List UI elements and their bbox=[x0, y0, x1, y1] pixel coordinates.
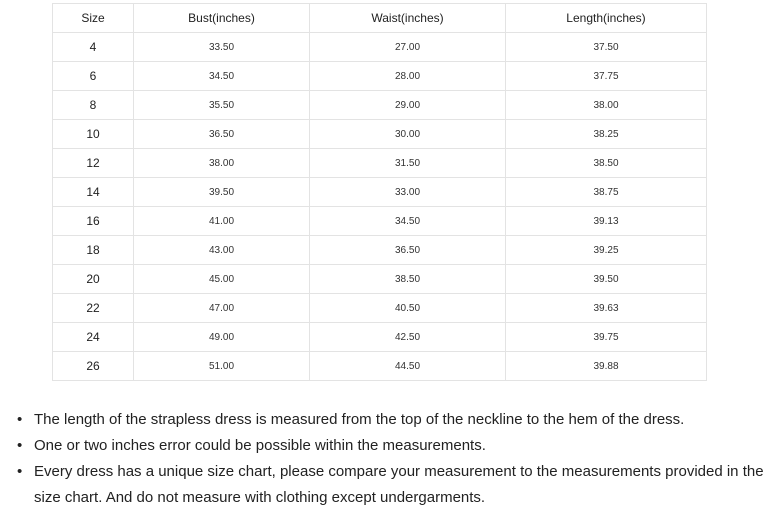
bust-cell: 38.00 bbox=[134, 149, 310, 178]
header-length: Length(inches) bbox=[506, 4, 707, 33]
waist-cell: 31.50 bbox=[310, 149, 506, 178]
bullet-icon: • bbox=[17, 463, 23, 480]
waist-cell: 28.00 bbox=[310, 62, 506, 91]
bust-cell: 43.00 bbox=[134, 236, 310, 265]
size-cell: 6 bbox=[53, 62, 134, 91]
length-cell: 39.88 bbox=[506, 352, 707, 381]
size-cell: 16 bbox=[53, 207, 134, 236]
table-row bbox=[53, 91, 707, 120]
waist-cell: 34.50 bbox=[310, 207, 506, 236]
list-item bbox=[14, 407, 774, 433]
header-bust: Bust(inches) bbox=[134, 4, 310, 33]
bust-cell: 35.50 bbox=[134, 91, 310, 120]
header-waist: Waist(inches) bbox=[310, 4, 506, 33]
length-cell: 38.00 bbox=[506, 91, 707, 120]
waist-cell: 27.00 bbox=[310, 33, 506, 62]
size-cell: 12 bbox=[53, 149, 134, 178]
length-cell: 38.75 bbox=[506, 178, 707, 207]
size-cell: 22 bbox=[53, 294, 134, 323]
table-row bbox=[53, 178, 707, 207]
table-header-row bbox=[53, 4, 707, 33]
note-text: Every dress has a unique size chart, please compare your measurement to the measurements provided in the size chart. And do not measure with clothing except undergarments. bbox=[34, 463, 764, 506]
table-row bbox=[53, 120, 707, 149]
note-text: One or two inches error could be possible within the measurements. bbox=[34, 437, 486, 454]
list-item bbox=[14, 433, 774, 459]
size-cell: 4 bbox=[53, 33, 134, 62]
list-item bbox=[14, 459, 774, 511]
bullet-icon: • bbox=[17, 437, 23, 454]
bullet-icon: • bbox=[17, 411, 23, 428]
size-cell: 20 bbox=[53, 265, 134, 294]
size-cell: 10 bbox=[53, 120, 134, 149]
length-cell: 39.25 bbox=[506, 236, 707, 265]
table-row bbox=[53, 294, 707, 323]
waist-cell: 44.50 bbox=[310, 352, 506, 381]
length-cell: 37.75 bbox=[506, 62, 707, 91]
size-chart-table bbox=[52, 3, 707, 381]
header-size: Size bbox=[53, 4, 134, 33]
bust-cell: 51.00 bbox=[134, 352, 310, 381]
waist-cell: 42.50 bbox=[310, 323, 506, 352]
length-cell: 38.25 bbox=[506, 120, 707, 149]
length-cell: 39.63 bbox=[506, 294, 707, 323]
size-cell: 8 bbox=[53, 91, 134, 120]
waist-cell: 33.00 bbox=[310, 178, 506, 207]
waist-cell: 38.50 bbox=[310, 265, 506, 294]
size-cell: 24 bbox=[53, 323, 134, 352]
waist-cell: 40.50 bbox=[310, 294, 506, 323]
waist-cell: 36.50 bbox=[310, 236, 506, 265]
length-cell: 39.75 bbox=[506, 323, 707, 352]
bust-cell: 45.00 bbox=[134, 265, 310, 294]
notes-list bbox=[14, 407, 774, 511]
bust-cell: 36.50 bbox=[134, 120, 310, 149]
bust-cell: 47.00 bbox=[134, 294, 310, 323]
size-cell: 18 bbox=[53, 236, 134, 265]
waist-cell: 29.00 bbox=[310, 91, 506, 120]
table-row bbox=[53, 236, 707, 265]
table-row bbox=[53, 323, 707, 352]
waist-cell: 30.00 bbox=[310, 120, 506, 149]
length-cell: 38.50 bbox=[506, 149, 707, 178]
bust-cell: 41.00 bbox=[134, 207, 310, 236]
length-cell: 39.13 bbox=[506, 207, 707, 236]
table-row bbox=[53, 352, 707, 381]
bust-cell: 34.50 bbox=[134, 62, 310, 91]
length-cell: 39.50 bbox=[506, 265, 707, 294]
bust-cell: 49.00 bbox=[134, 323, 310, 352]
table-row bbox=[53, 149, 707, 178]
length-cell: 37.50 bbox=[506, 33, 707, 62]
table-row bbox=[53, 265, 707, 294]
bust-cell: 39.50 bbox=[134, 178, 310, 207]
table-row bbox=[53, 62, 707, 91]
note-text: The length of the strapless dress is measured from the top of the neckline to the hem of the dress. bbox=[34, 411, 685, 428]
bust-cell: 33.50 bbox=[134, 33, 310, 62]
table-row bbox=[53, 207, 707, 236]
size-cell: 14 bbox=[53, 178, 134, 207]
table-row bbox=[53, 33, 707, 62]
size-cell: 26 bbox=[53, 352, 134, 381]
